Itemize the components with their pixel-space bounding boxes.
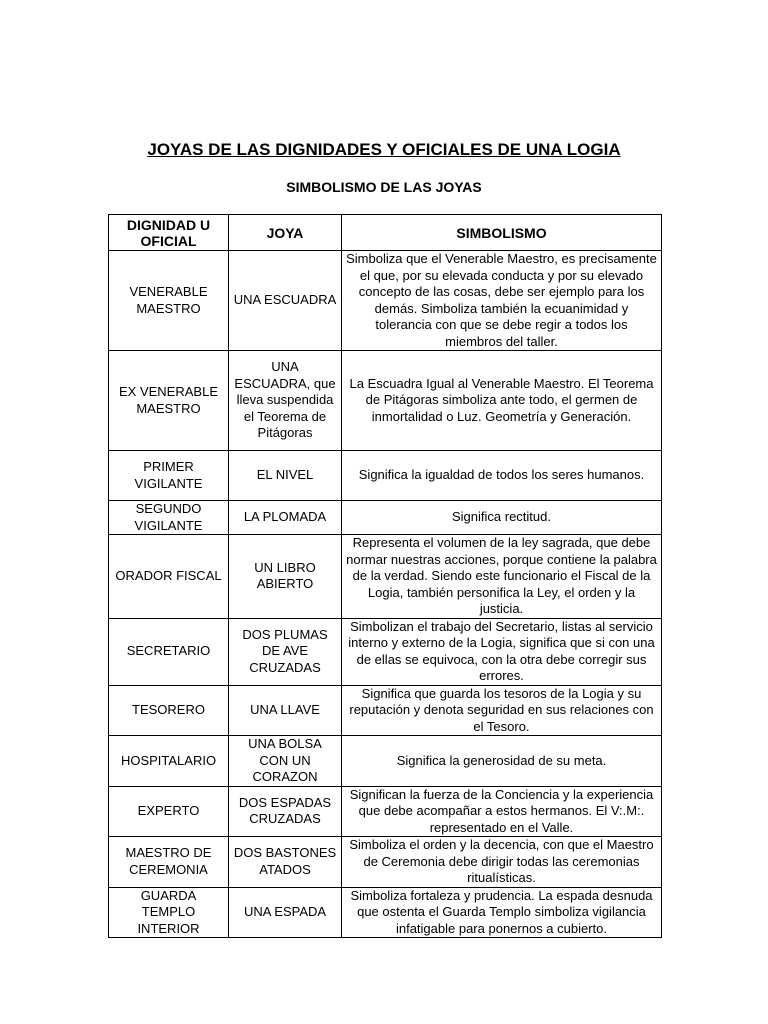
cell-dignidad: TESORERO [109, 685, 229, 736]
table-row [109, 535, 662, 619]
cell-simbolismo: Significan la fuerza de la Conciencia y la experiencia que debe acompañar a estos hermanos. El V:.M:. representado en el Valle. [342, 786, 662, 837]
cell-simbolismo: Significa la generosidad de su meta. [342, 736, 662, 787]
cell-joya: UN LIBRO ABIERTO [229, 535, 342, 619]
cell-dignidad: HOSPITALARIO [109, 736, 229, 787]
cell-joya: DOS ESPADAS CRUZADAS [229, 786, 342, 837]
cell-dignidad: MAESTRO DE CEREMONIA [109, 837, 229, 888]
cell-joya: DOS BASTONES ATADOS [229, 837, 342, 888]
cell-joya: EL NIVEL [229, 451, 342, 501]
document-title: JOYAS DE LAS DIGNIDADES Y OFICIALES DE UNA LOGIA [147, 140, 621, 159]
cell-simbolismo: La Escuadra Igual al Venerable Maestro. El Teorema de Pitágoras simboliza ante todo, el germen de inmortalidad o Luz. Geometría y Generación. [342, 351, 662, 451]
cell-dignidad: PRIMER VIGILANTE [109, 451, 229, 501]
cell-joya: LA PLOMADA [229, 501, 342, 535]
table-row [109, 618, 662, 685]
cell-simbolismo: Significa la igualdad de todos los seres humanos. [342, 451, 662, 501]
cell-dignidad: VENERABLE MAESTRO [109, 251, 229, 351]
cell-dignidad: EXPERTO [109, 786, 229, 837]
header-simbolismo: SIMBOLISMO [342, 215, 662, 251]
cell-simbolismo: Significa que guarda los tesoros de la Logia y su reputación y denota seguridad en sus relaciones con el Tesoro. [342, 685, 662, 736]
cell-dignidad: ORADOR FISCAL [109, 535, 229, 619]
cell-joya: UNA ESCUADRA, que lleva suspendida el Teorema de Pitágoras [229, 351, 342, 451]
header-dignidad: DIGNIDAD U OFICIAL [109, 215, 229, 251]
cell-dignidad: EX VENERABLE MAESTRO [109, 351, 229, 451]
table-row [109, 451, 662, 501]
table-row [109, 736, 662, 787]
cell-simbolismo: Simboliza que el Venerable Maestro, es precisamente el que, por su elevada conducta y por su elevado concepto de las cosas, debe ser ejemplo para los demás. Simboliza también la ecuanimidad y tolerancia con que se debe regir a todos los miembros del taller. [342, 251, 662, 351]
table-row [109, 351, 662, 451]
cell-simbolismo: Representa el volumen de la ley sagrada, que debe normar nuestras acciones, porque contiene la palabra de la verdad. Siendo este funcionario el Fiscal de la Logia, también personifica la Ley, el orden y la justicia. [342, 535, 662, 619]
cell-dignidad: SEGUNDO VIGILANTE [109, 501, 229, 535]
document-subtitle: SIMBOLISMO DE LAS JOYAS [286, 179, 482, 195]
cell-joya: UNA ESPADA [229, 887, 342, 938]
table-row [109, 786, 662, 837]
table-row [109, 837, 662, 888]
cell-simbolismo: Simboliza fortaleza y prudencia. La espada desnuda que ostenta el Guarda Templo simboliza vigilancia infatigable para ponernos a cubierto. [342, 887, 662, 938]
cell-joya: UNA LLAVE [229, 685, 342, 736]
jewels-table [108, 214, 662, 938]
table-header-row [109, 215, 662, 251]
cell-joya: DOS PLUMAS DE AVE CRUZADAS [229, 618, 342, 685]
table-row [109, 685, 662, 736]
table-row [109, 501, 662, 535]
cell-dignidad: GUARDA TEMPLO INTERIOR [109, 887, 229, 938]
cell-joya: UNA ESCUADRA [229, 251, 342, 351]
cell-dignidad: SECRETARIO [109, 618, 229, 685]
cell-simbolismo: Simboliza el orden y la decencia, con que el Maestro de Ceremonia debe dirigir todas las ceremonias ritualísticas. [342, 837, 662, 888]
header-joya: JOYA [229, 215, 342, 251]
cell-simbolismo: Significa rectitud. [342, 501, 662, 535]
table-row [109, 251, 662, 351]
cell-joya: UNA BOLSA CON UN CORAZON [229, 736, 342, 787]
cell-simbolismo: Simbolizan el trabajo del Secretario, listas al servicio interno y externo de la Logia, significa que si con una de ellas se equivoca, con la otra debe corregir sus errores. [342, 618, 662, 685]
table-row [109, 887, 662, 938]
